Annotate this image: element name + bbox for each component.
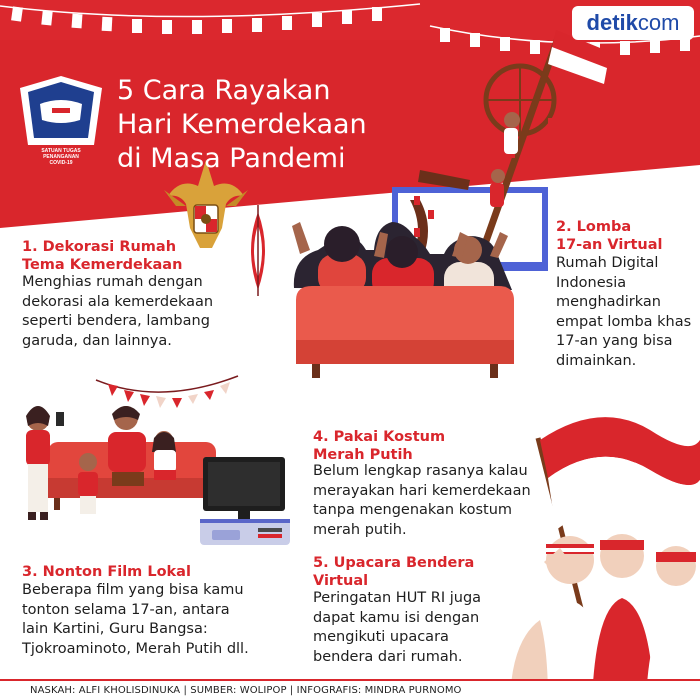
- section-title-line: 2. Lomba: [556, 219, 632, 235]
- section-5-body: [313, 589, 481, 667]
- section-3-title: [22, 563, 191, 581]
- section-body-line: Belum lengkap rasanya kalau: [313, 463, 528, 479]
- section-title-line: Tema Kemerdekaan: [22, 257, 183, 273]
- title-line: di Masa Pandemi: [117, 143, 346, 174]
- section-body-line: lain Kartini, Guru Bangsa:: [22, 621, 208, 637]
- section-3-body: [22, 581, 249, 659]
- television-icon: [200, 457, 290, 545]
- section-4-title: [313, 428, 445, 464]
- section-body-line: tonton selama 17-an, antara: [22, 601, 230, 618]
- section-2-body: [556, 254, 691, 371]
- brand-name-light: com: [637, 10, 680, 35]
- section-body-line: Beberapa film yang bisa kamu: [22, 582, 244, 598]
- title-line: 5 Cara Rayakan: [117, 75, 331, 106]
- section-body-line: Rumah Digital: [556, 255, 659, 271]
- title-line: Hari Kemerdekaan: [117, 109, 367, 140]
- emblem-line: SATUAN TUGAS: [41, 148, 81, 154]
- section-body-line: mengikuti upacara: [313, 629, 449, 645]
- family-on-sofa-illustration: [292, 222, 514, 378]
- detikcom-logo[interactable]: [572, 6, 694, 40]
- section-title-line: 1. Dekorasi Rumah: [22, 239, 177, 255]
- section-body-line: garuda, dan lainnya.: [22, 332, 172, 349]
- page-title: [117, 74, 447, 176]
- section-body-line: merayakan hari kemerdekaan: [313, 482, 531, 499]
- brand-name-bold: detik: [586, 10, 638, 35]
- flag-salute-illustration: [510, 402, 700, 700]
- section-body-line: bendera dari rumah.: [313, 648, 463, 665]
- emblem-line: COVID-19: [49, 160, 73, 166]
- section-body-line: Indonesia: [556, 274, 627, 291]
- section-body-line: dekorasi ala kemerdekaan: [22, 293, 214, 310]
- section-body-line: dapat kamu isi dengan: [313, 609, 480, 626]
- section-body-line: seperti bendera, lambang: [22, 313, 210, 329]
- section-body-line: Tjokroaminoto, Merah Putih dll.: [22, 640, 249, 657]
- section-body-line: menghadirkan: [556, 294, 661, 310]
- section-title-line: 3. Nonton Film Lokal: [22, 564, 191, 580]
- section-title-line: Merah Putih: [313, 447, 413, 463]
- section-body-line: merah putih.: [313, 521, 407, 538]
- section-title-line: 4. Pakai Kostum: [313, 429, 446, 445]
- bunting-icon: [251, 205, 265, 296]
- section-body-line: empat lomba khas: [556, 313, 692, 330]
- section-title-line: 17-an Virtual: [556, 237, 663, 253]
- section-4-body: [313, 462, 531, 540]
- section-body-line: Peringatan HUT RI juga: [313, 590, 482, 606]
- section-1-title: [22, 238, 182, 274]
- section-body-line: 17-an yang bisa: [556, 333, 673, 349]
- section-5-title: [313, 554, 474, 590]
- section-title-line: 5. Upacara Bendera: [313, 555, 475, 571]
- credits-footer: NASKAH: ALFI KHOLISDINUKA | SUMBER: WOLIPOP | INFOGRAFIS: MINDRA PURNOMO: [0, 679, 700, 700]
- section-1-body: [22, 273, 213, 351]
- satgas-emblem-text: [18, 148, 104, 166]
- family-watching-tv-illustration: [26, 406, 216, 520]
- section-body-line: dimainkan.: [556, 352, 637, 369]
- satgas-covid19-emblem: [20, 76, 102, 145]
- emblem-line: PENANGANAN: [43, 154, 79, 160]
- section-title-line: Virtual: [313, 573, 369, 589]
- section-body-line: tanpa mengenakan kostum: [313, 502, 513, 518]
- section-2-title: [556, 218, 662, 254]
- section-body-line: Menghias rumah dengan: [22, 274, 203, 290]
